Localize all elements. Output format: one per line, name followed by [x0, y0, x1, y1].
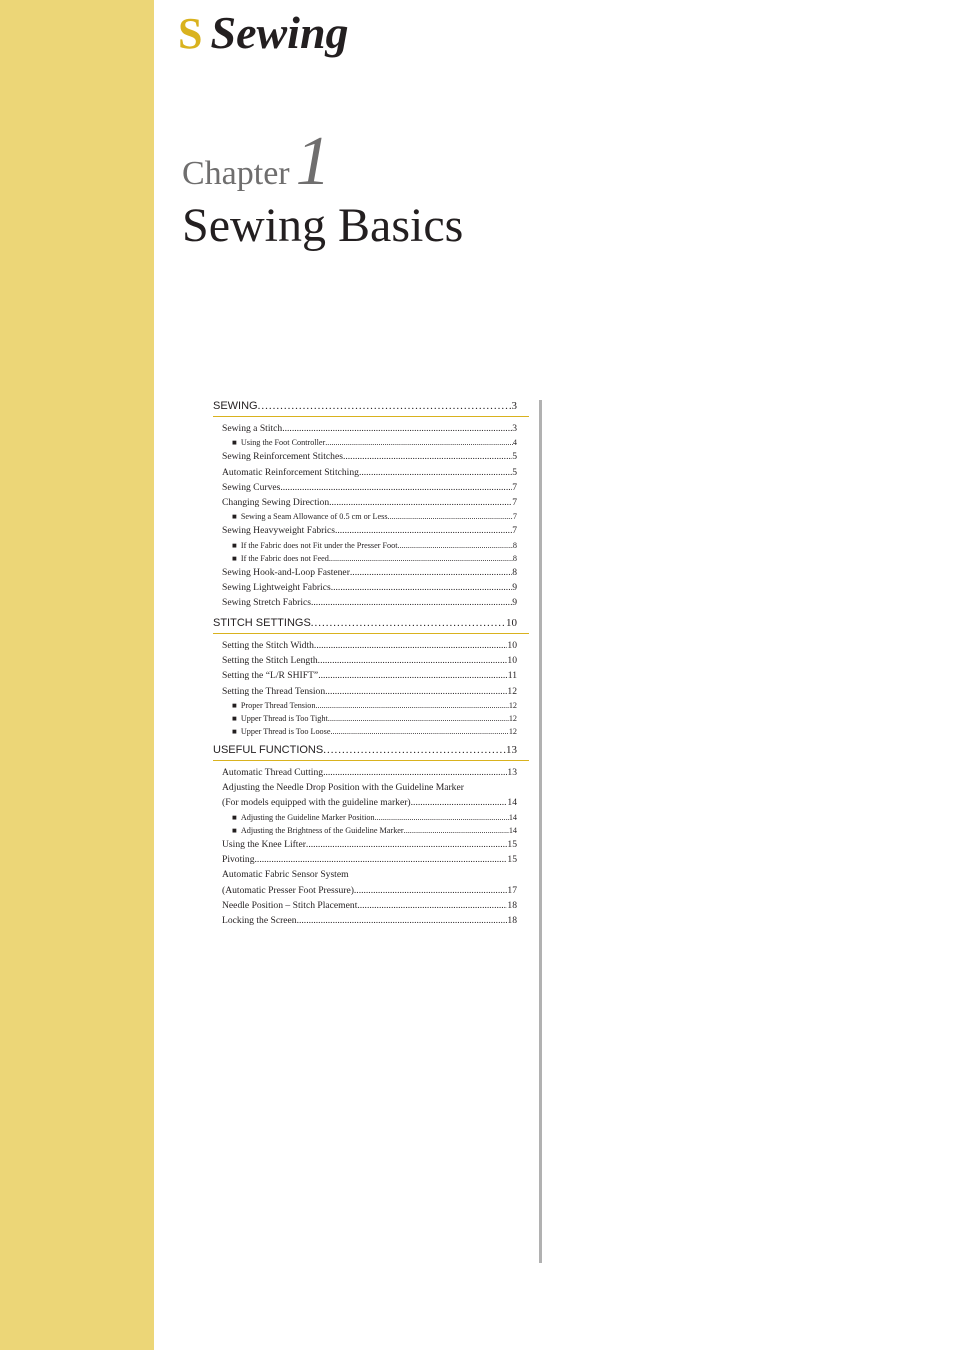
- toc-dot-leader: [323, 740, 506, 760]
- toc-subitem[interactable]: [213, 539, 529, 552]
- square-bullet-icon: ■: [232, 825, 237, 835]
- toc-dot-leader: [354, 883, 508, 898]
- toc-subitem[interactable]: [213, 552, 529, 565]
- toc-dot-leader: [329, 495, 512, 510]
- square-bullet-icon: ■: [232, 540, 237, 550]
- square-bullet-icon: ■: [232, 713, 237, 723]
- toc-entry-title: Locking the Screen: [222, 915, 297, 927]
- toc-item[interactable]: [213, 780, 529, 795]
- toc-subitem[interactable]: [213, 436, 529, 449]
- toc-item[interactable]: [213, 867, 529, 882]
- toc-dot-leader: [314, 638, 507, 653]
- toc-dot-leader: [282, 421, 512, 436]
- toc-dot-leader: [357, 898, 507, 913]
- toc-item[interactable]: [213, 653, 529, 668]
- toc-dot-leader: [343, 449, 512, 464]
- toc-entry-title: Needle Position – Stitch Placement: [222, 899, 358, 911]
- toc-entry-title: Automatic Reinforcement Stitching: [222, 466, 359, 478]
- toc-page-number: 13: [507, 766, 517, 778]
- toc-page-number: 3: [512, 423, 517, 434]
- toc-item[interactable]: [213, 595, 529, 610]
- toc-entry-title: Using the Foot Controller: [240, 438, 326, 448]
- toc-item[interactable]: [213, 837, 529, 852]
- toc-item[interactable]: [213, 852, 529, 867]
- toc-page-number: 12: [508, 726, 517, 736]
- square-bullet-icon: ■: [232, 438, 237, 448]
- toc-entry-title: Upper Thread is Too Loose: [240, 726, 331, 736]
- toc-page-number: 8: [512, 540, 517, 550]
- toc-page-number: 10: [507, 639, 517, 651]
- toc-subitem[interactable]: [213, 712, 529, 725]
- toc-page-number: 18: [507, 915, 517, 927]
- toc-entry-title: Automatic Fabric Sensor System: [222, 869, 349, 881]
- toc-subitem[interactable]: [213, 725, 529, 738]
- square-bullet-icon: ■: [232, 512, 237, 522]
- chapter-word: Chapter: [182, 155, 290, 192]
- square-bullet-icon: ■: [232, 812, 237, 822]
- toc-entry-title: Setting the Stitch Length: [222, 654, 318, 666]
- toc-page-number: 4: [512, 438, 517, 448]
- toc-entry-title: If the Fabric does not Fit under the Presser Foot: [240, 540, 398, 550]
- toc-item[interactable]: [213, 795, 529, 810]
- toc-page-number: 15: [507, 854, 517, 866]
- toc-entry-title: If the Fabric does not Feed: [240, 553, 329, 563]
- toc-item[interactable]: [213, 898, 529, 913]
- toc-page-number: 9: [512, 582, 517, 594]
- toc-entry-title: Sewing Lightweight Fabrics: [222, 582, 331, 594]
- toc-dot-leader: [280, 480, 512, 495]
- toc-subitem[interactable]: [213, 510, 529, 523]
- toc-page-number: 3: [511, 400, 517, 412]
- toc-dot-leader: [311, 613, 506, 633]
- chapter-number: 1: [295, 123, 331, 200]
- toc-page-number: 8: [512, 566, 517, 578]
- toc-item[interactable]: [213, 465, 529, 480]
- toc-page-number: 7: [512, 497, 517, 509]
- toc-dot-leader: [306, 837, 507, 852]
- toc-item[interactable]: [213, 580, 529, 595]
- toc-dot-leader: [311, 595, 512, 610]
- toc-entry-title: Adjusting the Guideline Marker Position: [240, 812, 375, 822]
- toc-item[interactable]: [213, 684, 529, 699]
- toc-entry-title: Adjusting the Brightness of the Guideline Marker: [240, 825, 404, 835]
- toc-page-number: 17: [507, 884, 517, 896]
- toc-dot-leader: [359, 465, 512, 480]
- toc-page-number: 12: [508, 700, 517, 710]
- toc-page-number: 13: [506, 743, 517, 756]
- toc-item[interactable]: [213, 523, 529, 538]
- toc-dot-leader: [318, 668, 508, 683]
- toc-entry-title: Sewing Heavyweight Fabrics: [222, 525, 335, 537]
- toc-entry-title: Sewing a Seam Allowance of 0.5 cm or Less: [240, 512, 388, 522]
- toc-entry-title: Sewing Curves: [222, 481, 281, 493]
- toc-page-number: 7: [512, 481, 517, 493]
- toc-subitem[interactable]: [213, 811, 529, 824]
- section-header: [178, 6, 349, 59]
- toc-item[interactable]: [213, 480, 529, 495]
- toc-dot-leader: [350, 565, 512, 580]
- toc-dot-leader: [404, 824, 509, 837]
- toc-dot-leader: [255, 852, 508, 867]
- toc-page-number: 7: [512, 525, 517, 537]
- toc-page-number: 18: [507, 899, 517, 911]
- toc-dot-leader: [315, 699, 508, 712]
- toc-entry-title: Setting the “L/R SHIFT”: [222, 670, 319, 682]
- toc-entry-title: SEWING: [213, 400, 258, 412]
- toc-page-number: 12: [508, 713, 517, 723]
- toc-section[interactable]: [213, 396, 529, 417]
- toc-page-number: 11: [507, 670, 517, 682]
- toc-dot-leader: [328, 712, 509, 725]
- toc-dot-leader: [335, 523, 512, 538]
- toc-entry-title: Using the Knee Lifter: [222, 838, 306, 850]
- toc-entry-title: Upper Thread is Too Tight: [240, 713, 328, 723]
- toc-page-number: 5: [512, 451, 517, 463]
- column-divider: [539, 400, 542, 1263]
- toc-dot-leader: [325, 684, 507, 699]
- toc-entry-title: Setting the Stitch Width: [222, 639, 314, 651]
- toc-item[interactable]: [213, 495, 529, 510]
- toc-page-number: 8: [512, 553, 517, 563]
- toc-subitem[interactable]: [213, 824, 529, 837]
- section-title: Sewing: [210, 7, 349, 58]
- toc-dot-leader: [318, 653, 508, 668]
- toc-page-number: 7: [512, 512, 517, 522]
- toc-page-number: 10: [507, 654, 517, 666]
- toc-entry-title: (For models equipped with the guideline marker): [222, 797, 411, 809]
- square-bullet-icon: ■: [232, 726, 237, 736]
- toc-entry-title: Sewing Stretch Fabrics: [222, 597, 311, 609]
- toc-item[interactable]: [213, 449, 529, 464]
- toc-page-number: 14: [508, 825, 517, 835]
- toc-entry-title: Proper Thread Tension: [240, 700, 316, 710]
- toc-subitem[interactable]: [213, 699, 529, 712]
- toc-dot-leader: [325, 436, 513, 449]
- toc-page-number: 15: [507, 838, 517, 850]
- square-bullet-icon: ■: [232, 553, 237, 563]
- toc-item[interactable]: [213, 765, 529, 780]
- toc-entry-title: Setting the Thread Tension: [222, 685, 326, 697]
- square-bullet-icon: ■: [232, 700, 237, 710]
- toc-dot-leader: [375, 811, 509, 824]
- toc-entry-title: Changing Sewing Direction: [222, 497, 330, 509]
- toc-dot-leader: [329, 552, 513, 565]
- toc-entry-title: STITCH SETTINGS: [213, 616, 311, 629]
- toc-dot-leader: [388, 510, 513, 523]
- chapter-sidebar-band: [0, 0, 154, 1350]
- chapter-label: [182, 122, 331, 202]
- toc-dot-leader: [297, 913, 508, 928]
- toc-entry-title: USEFUL FUNCTIONS: [213, 743, 324, 756]
- toc-dot-leader: [323, 765, 507, 780]
- toc-page-number: 9: [512, 597, 517, 609]
- toc-entry-title: (Automatic Presser Foot Pressure): [222, 884, 354, 896]
- toc-dot-leader: [331, 580, 512, 595]
- toc-page-number: 14: [508, 812, 517, 822]
- toc-dot-leader: [330, 725, 508, 738]
- toc-page-number: 14: [507, 797, 517, 809]
- toc-item[interactable]: [213, 421, 529, 436]
- toc-entry-title: Sewing Reinforcement Stitches: [222, 451, 343, 463]
- toc-page-number: 12: [507, 685, 517, 697]
- toc-dot-leader: [258, 396, 512, 416]
- toc-page-number: 10: [506, 616, 517, 629]
- toc-item[interactable]: [213, 883, 529, 898]
- toc-item[interactable]: [213, 565, 529, 580]
- toc-item[interactable]: [213, 913, 529, 928]
- toc-dot-leader: [398, 539, 513, 552]
- toc-entry-title: Sewing Hook-and-Loop Fastener: [222, 566, 350, 578]
- toc-entry-title: Pivoting: [222, 854, 255, 866]
- toc-section[interactable]: [213, 613, 529, 634]
- toc-dot-leader: [411, 795, 508, 810]
- toc-entry-title: Automatic Thread Cutting: [222, 766, 324, 778]
- toc-section[interactable]: [213, 740, 529, 761]
- table-of-contents: [213, 396, 529, 929]
- toc-page-number: 5: [512, 466, 517, 478]
- toc-entry-title: Adjusting the Needle Drop Position with the Guideline Marker: [222, 782, 464, 794]
- toc-entry-title: Sewing a Stitch: [222, 423, 283, 434]
- toc-item[interactable]: [213, 638, 529, 653]
- section-letter: S: [178, 9, 203, 58]
- chapter-title: Sewing Basics: [182, 199, 464, 252]
- toc-item[interactable]: [213, 668, 529, 683]
